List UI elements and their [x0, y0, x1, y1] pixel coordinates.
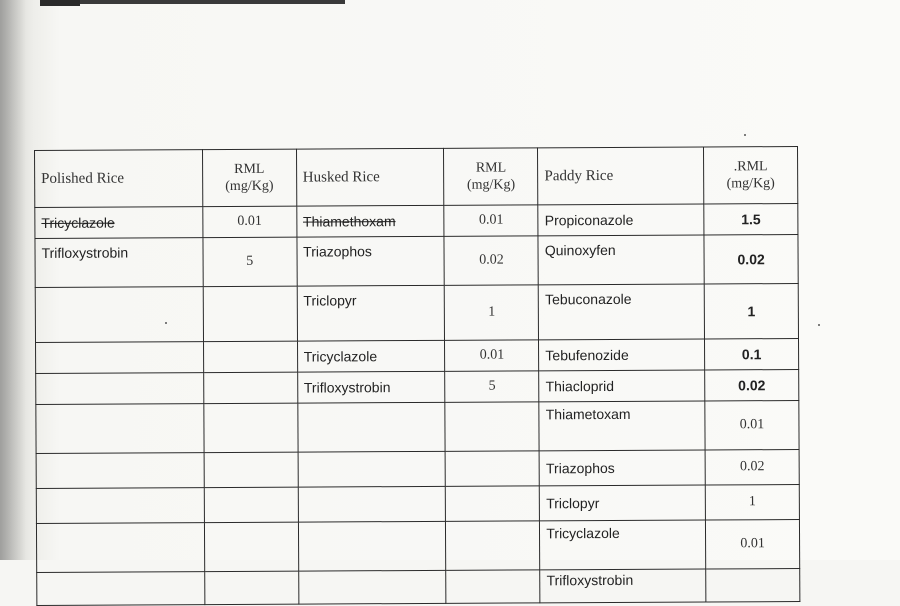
- husked-rml-value: 0.01: [444, 205, 538, 236]
- header-husked-rml: RML (mg/Kg): [444, 148, 538, 205]
- paddy-pesticide: Tebuconazole: [539, 284, 705, 340]
- husked-pesticide: Triazophos: [297, 236, 445, 286]
- polished-rml-value: [204, 522, 298, 571]
- husked-rml-value: [446, 451, 540, 486]
- paddy-rml-value: 0.01: [705, 400, 799, 449]
- polished-pesticide: [36, 523, 204, 573]
- paddy-pesticide: Thiametoxam: [539, 401, 705, 451]
- polished-rml-value: [203, 286, 297, 341]
- paddy-pesticide: Thiacloprid: [539, 370, 705, 402]
- husked-pesticide: [298, 521, 446, 571]
- paddy-pesticide: Tebufenozide: [539, 339, 705, 371]
- speck: [818, 324, 820, 326]
- spine-shadow: [0, 0, 26, 560]
- paddy-rml-value: 1.5: [704, 204, 798, 235]
- husked-pesticide: Thiamethoxam: [296, 205, 444, 237]
- paddy-rml-value: 0.02: [704, 235, 798, 284]
- polished-rml-value: [204, 571, 298, 604]
- husked-rml-value: 0.01: [445, 340, 539, 371]
- husked-rml-value: [446, 486, 540, 521]
- paddy-pesticide: Tricyclazole: [540, 520, 706, 570]
- husked-pesticide: [298, 486, 446, 522]
- rml-table: [34, 146, 800, 606]
- header-polished-rice: Polished Rice: [35, 150, 203, 208]
- husked-pesticide: [297, 402, 445, 452]
- polished-rml-value: 5: [203, 237, 297, 286]
- paddy-rml-value: [706, 568, 800, 601]
- table-row: [36, 484, 799, 523]
- husked-rml-value: [446, 521, 540, 570]
- paddy-pesticide: Triclopyr: [540, 485, 706, 521]
- paddy-rml-value: 0.01: [706, 519, 800, 568]
- paddy-pesticide: Quinoxyfen: [538, 235, 704, 285]
- polished-pesticide: [37, 572, 205, 606]
- polished-pesticide: [36, 342, 204, 374]
- husked-rml-value: 5: [445, 371, 539, 402]
- polished-pesticide: [36, 453, 204, 489]
- header-husked-rice: Husked Rice: [296, 148, 444, 206]
- husked-pesticide: Trifloxystrobin: [297, 371, 445, 403]
- polished-pesticide: [36, 373, 204, 405]
- polished-rml-value: [204, 452, 298, 487]
- paddy-rml-value: 0.1: [705, 338, 799, 369]
- polished-rml-value: [203, 341, 297, 372]
- paddy-pesticide: Triazophos: [539, 450, 705, 486]
- polished-pesticide: Tricyclazole: [35, 207, 203, 239]
- polished-pesticide: [35, 287, 203, 343]
- table-row: [35, 235, 798, 288]
- speck: [744, 134, 746, 136]
- header-paddy-rml: .RML (mg/Kg): [704, 147, 798, 204]
- table-row: [36, 338, 799, 373]
- paddy-rml-value: 0.02: [705, 369, 799, 400]
- husked-pesticide: [298, 451, 446, 487]
- header-paddy-rice: Paddy Rice: [538, 147, 704, 205]
- husked-rml-value: 1: [445, 285, 539, 340]
- table-row: [35, 204, 798, 239]
- husked-pesticide: Tricyclazole: [297, 340, 445, 372]
- top-rule-dark: [40, 0, 80, 6]
- top-rule: [40, 0, 345, 4]
- paddy-pesticide: Trifloxystrobin: [540, 569, 706, 603]
- husked-pesticide: [298, 570, 446, 604]
- polished-pesticide: [36, 404, 204, 454]
- header-row: [35, 147, 798, 208]
- polished-rml-value: 0.01: [203, 206, 297, 237]
- table-row: [36, 449, 799, 488]
- husked-rml-value: 0.02: [444, 236, 538, 285]
- polished-rml-value: [203, 372, 297, 403]
- polished-rml-value: [204, 487, 298, 522]
- polished-pesticide: Trifloxystrobin: [35, 238, 203, 288]
- table-row: [35, 284, 798, 343]
- husked-rml-value: [445, 402, 539, 451]
- table-row: [37, 568, 800, 605]
- polished-rml-value: [204, 403, 298, 452]
- paddy-rml-value: 0.02: [705, 449, 799, 484]
- polished-pesticide: [36, 488, 204, 524]
- table-row: [36, 519, 799, 572]
- table-row: [36, 369, 799, 404]
- paddy-pesticide: Propiconazole: [538, 204, 704, 236]
- paddy-rml-value: 1: [704, 284, 798, 339]
- husked-pesticide: Triclopyr: [297, 285, 445, 341]
- table-row: [36, 400, 799, 453]
- paddy-rml-value: 1: [705, 484, 799, 519]
- header-polished-rml: RML (mg/Kg): [202, 149, 296, 206]
- husked-rml-value: [446, 570, 540, 603]
